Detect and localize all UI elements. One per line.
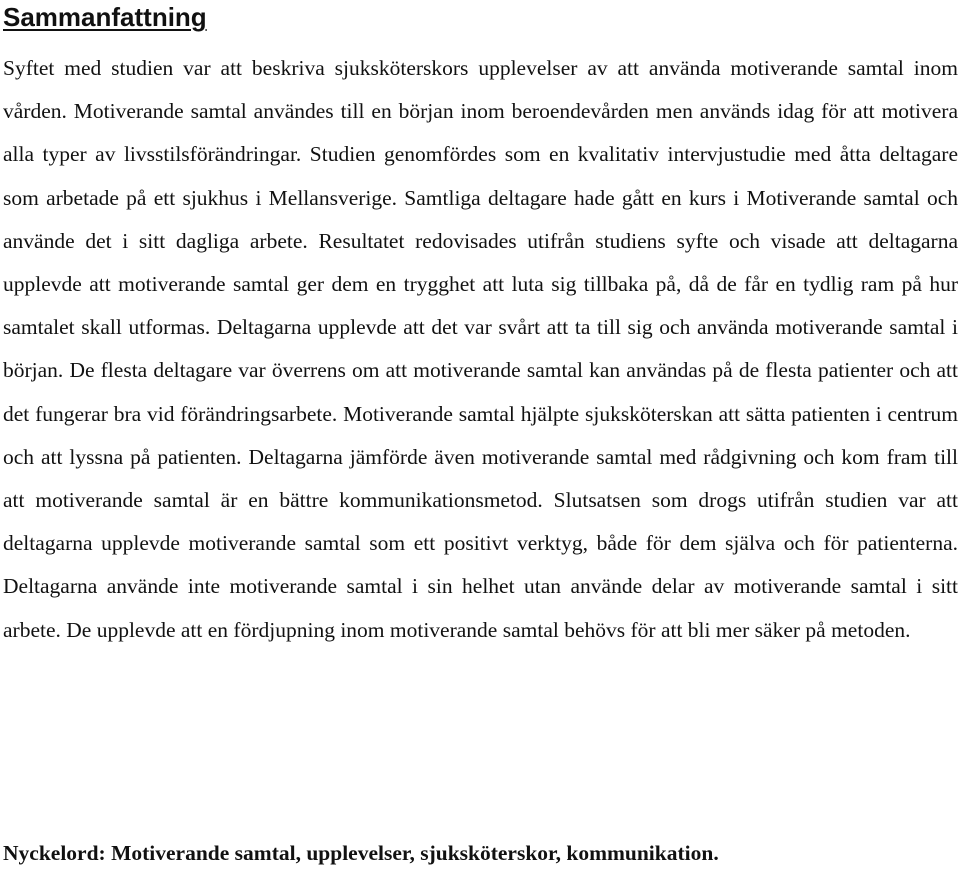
document-page <box>3 0 958 865</box>
abstract-paragraph: Syftet med studien var att beskriva sjuksköterskors upplevelser av att använda motiverande samtal inom vården. Motiverande samtal användes till en början inom beroendevården men används idag för att motivera alla typer av livsstilsförändringar. Studien genomfördes som en kvalitativ intervjustudie med åtta deltagare som arbetade på ett sjukhus i Mellansverige. Samtliga deltagare hade gått en kurs i Motiverande samtal och använde det i sitt dagliga arbete. Resultatet redovisades utifrån studiens syfte och visade att deltagarna upplevde att motiverande samtal ger dem en trygghet att luta sig tillbaka på, då de får en tydlig ram på hur samtalet skall utformas. Deltagarna upplevde att det var svårt att ta till sig och använda motiverande samtal i början. De flesta deltagare var överrens om att motiverande samtal kan användas på de flesta patienter och att det fungerar bra vid förändringsarbete. Motiverande samtal hjälpte sjuksköterskan att sätta patienten i centrum och att lyssna på patienten. Deltagarna jämförde även motiverande samtal med rådgivning och kom fram till att motiverande samtal är en bättre kommunikationsmetod. Slutsatsen som drogs utifrån studien var att deltagarna upplevde motiverande samtal som ett positivt verktyg, både för dem själva och för patienterna. Deltagarna använde inte motiverande samtal i sin helhet utan använde delar av motiverande samtal i sitt arbete. De upplevde att en fördjupning inom motiverande samtal behövs för att bli mer säker på metoden. <box>3 56 958 642</box>
section-heading: Sammanfattning <box>3 2 207 32</box>
keywords-line: Nyckelord: Motiverande samtal, upplevelser, sjuksköterskor, kommunikation. <box>3 841 719 865</box>
